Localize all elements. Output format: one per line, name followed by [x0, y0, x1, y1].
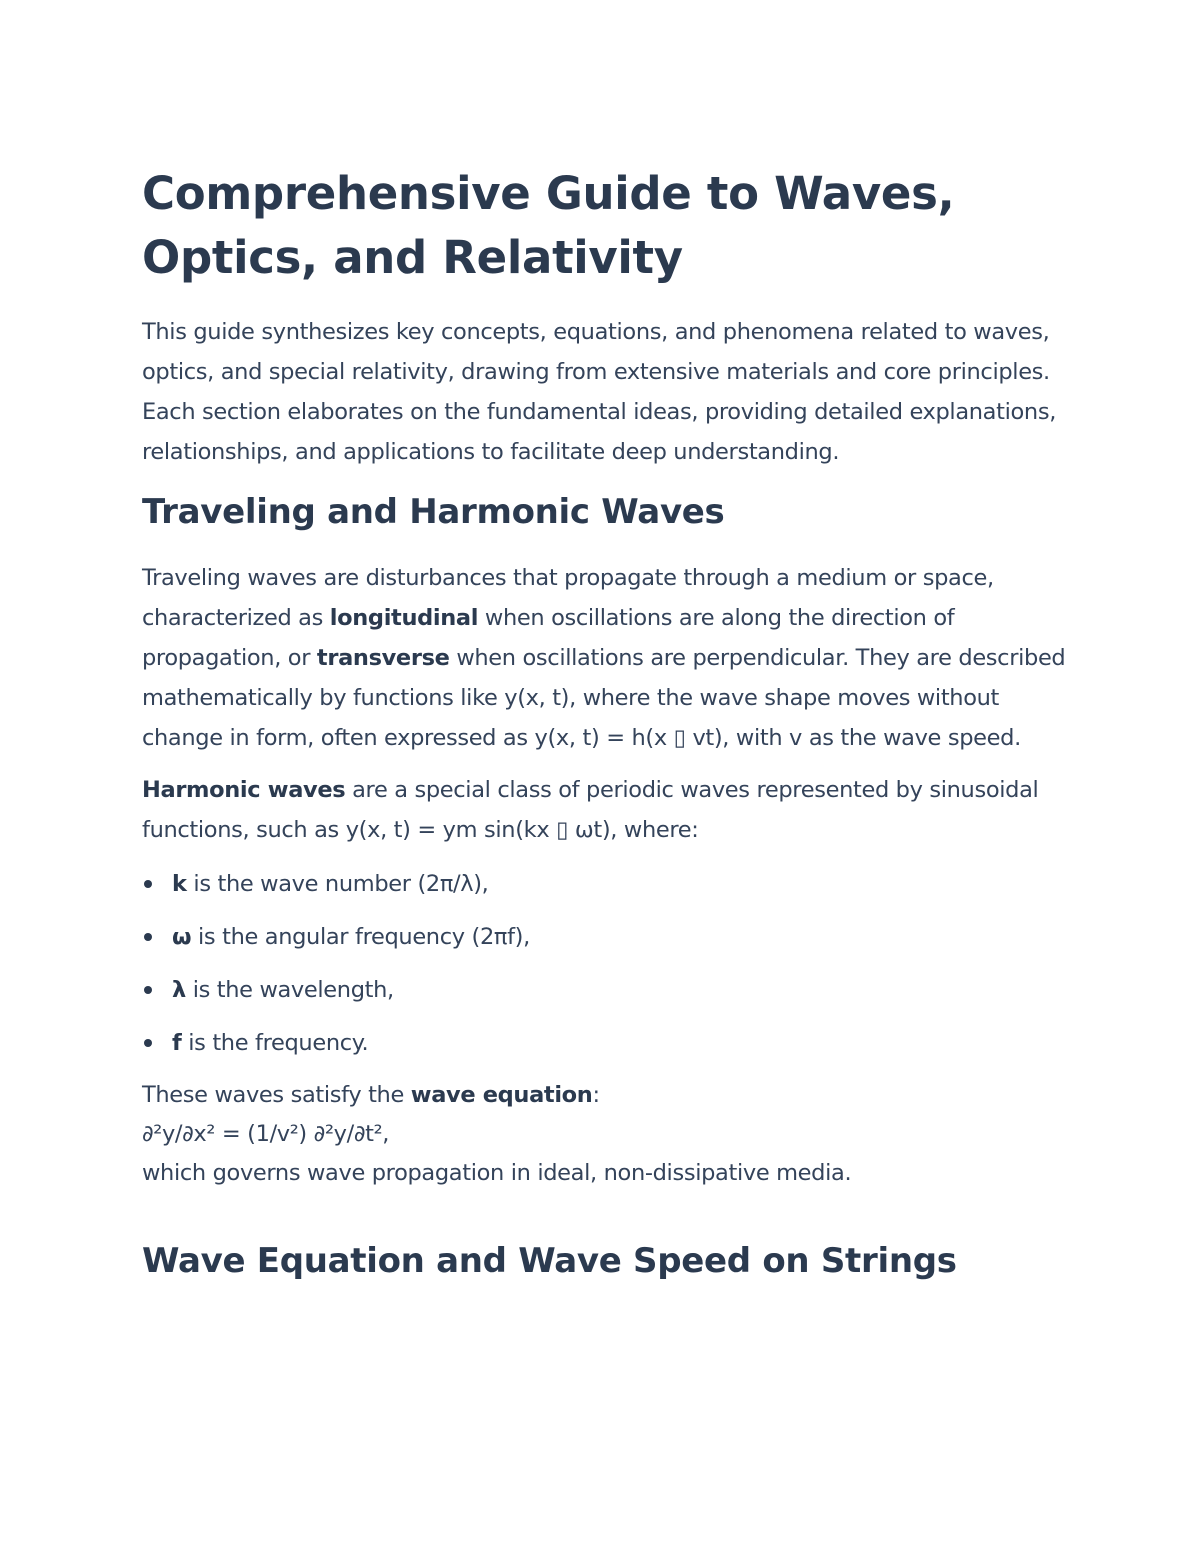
variable-description: is the wave number (2π/λ),	[186, 871, 489, 897]
text-run: when oscillations are perpendicular. They are described mathematically by functions like y(x, t), where the wave shape moves without change in form, often expressed as y(x, t) = h(x ▯ vt), with v as the wave speed.	[142, 645, 1066, 751]
wave-equation-formula: ∂²y/∂x² = (1/v²) ∂²y/∂t²,	[142, 1121, 390, 1147]
document-page	[142, 162, 1072, 1281]
variable-symbol: λ	[172, 977, 186, 1003]
variable-description: is the wavelength,	[185, 977, 394, 1003]
page-title: Comprehensive Guide to Waves, Optics, and Relativity	[142, 167, 955, 284]
bold-term-harmonic-waves: Harmonic waves	[142, 777, 346, 803]
variable-symbol: k	[172, 871, 187, 897]
wave-equation-intro	[142, 1076, 1072, 1115]
traveling-waves-paragraph	[142, 558, 1072, 758]
text-run: These waves satisfy the	[142, 1082, 411, 1108]
variable-symbol: f	[172, 1030, 182, 1056]
bullet-icon	[144, 933, 152, 941]
section-heading-wave-equation-strings: Wave Equation and Wave Speed on Strings	[142, 1241, 957, 1281]
section-heading-traveling-harmonic-waves: Traveling and Harmonic Waves	[142, 492, 725, 532]
bullet-icon	[144, 880, 152, 888]
variable-definitions-list	[142, 864, 1072, 1063]
list-item	[142, 1023, 1072, 1063]
list-item	[142, 864, 1072, 904]
bold-term-transverse: transverse	[316, 645, 450, 671]
text-run: Traveling waves are disturbances that propagate through a medium or space, characterized as	[142, 565, 994, 631]
variable-symbol: ω	[172, 924, 192, 950]
bullet-icon	[144, 986, 152, 994]
variable-description: is the frequency.	[181, 1030, 369, 1056]
variable-description: is the angular frequency (2πf),	[191, 924, 530, 950]
list-item	[142, 917, 1072, 957]
harmonic-waves-paragraph	[142, 770, 1072, 850]
text-run: are a special class of periodic waves represented by sinusoidal functions, such as y(x, t) = ym sin(kx ▯ ωt), where:	[142, 777, 1039, 843]
bold-term-longitudinal: longitudinal	[329, 605, 479, 631]
intro-paragraph: This guide synthesizes key concepts, equations, and phenomena related to waves, optics, and special relativity, drawing from extensive materials and core principles. Each section elaborates on the fundamental ideas, providing detailed explanations, relationships, and applications to facilitate deep understanding.	[142, 319, 1056, 465]
bullet-icon	[144, 1039, 152, 1047]
text-run: when oscillations are along the direction of propagation, or	[142, 605, 955, 671]
text-run: :	[592, 1082, 600, 1108]
bold-term-wave-equation: wave equation	[410, 1082, 593, 1108]
list-item	[142, 970, 1072, 1010]
wave-equation-note: which governs wave propagation in ideal, non-dissipative media.	[142, 1160, 852, 1186]
wave-equation-block	[142, 1076, 1072, 1193]
